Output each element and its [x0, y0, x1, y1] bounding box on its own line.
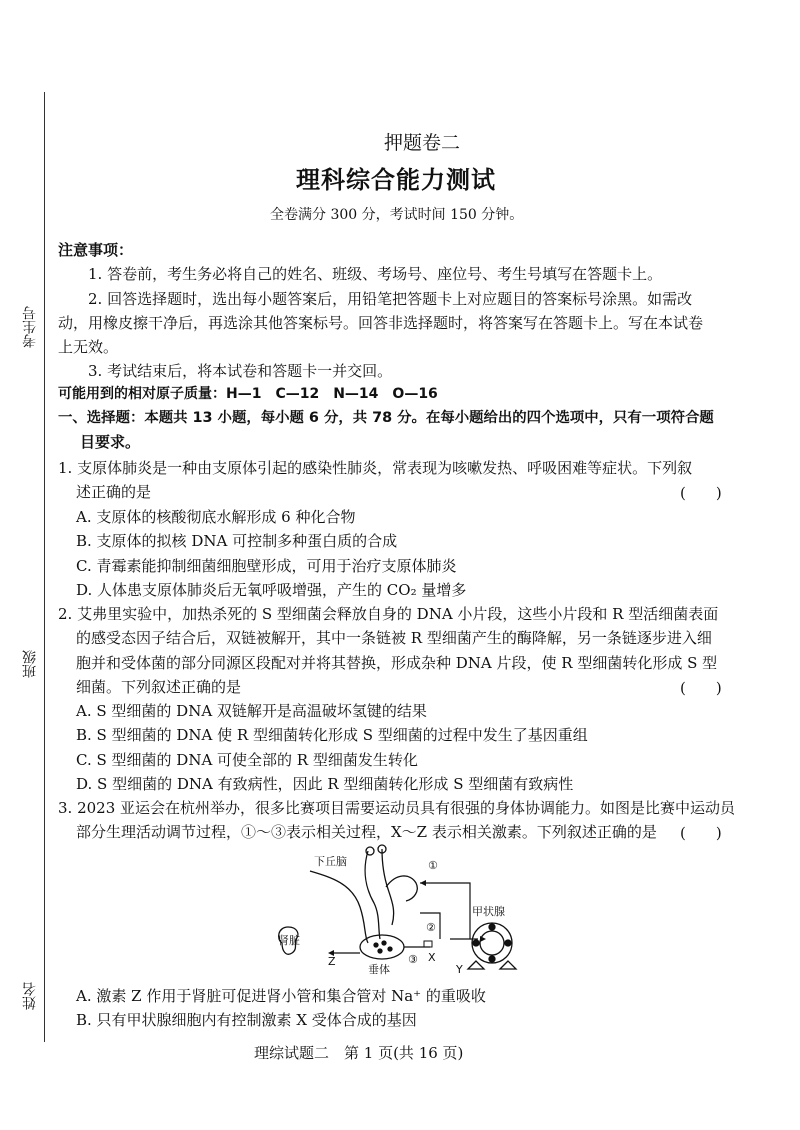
q3-option-b: B. 只有甲状腺细胞内有控制激素 X 受体合成的基因: [76, 1011, 417, 1029]
q3-stem-line-1: 3. 2023 亚运会在杭州举办，很多比赛项目需要运动员具有很强的身体协调能力。如图是比赛中运动员: [58, 799, 736, 817]
pituitary-gland: [360, 935, 404, 959]
page-title: 理科综合能力测试: [296, 166, 496, 194]
q1-option-a: A. 支原体的核酸彻底水解形成 6 种化合物: [76, 508, 356, 526]
process-3-label: ③: [408, 953, 418, 966]
paper-label: 押题卷二: [384, 132, 461, 154]
page-footer: 理综试题二 第 1 页(共 16 页): [254, 1044, 464, 1062]
class-label: 班级: [22, 650, 38, 678]
q3-answer-paren: ( ): [680, 824, 722, 842]
q2-answer-paren: ( ): [680, 679, 722, 697]
notice-item-3: 3. 考试结束后，将本试卷和答题卡一并交回。: [88, 362, 393, 380]
exam-number-label: 考生号: [22, 306, 38, 348]
binding-line: [44, 92, 45, 1042]
q3-option-a: A. 激素 Z 作用于肾脏可促进肾小管和集合管对 Na⁺ 的重吸收: [76, 987, 486, 1005]
section-1-heading: 一、选择题：本题共 13 小题，每小题 6 分，共 78 分。在每小题给出的四个选项中，只有一项符合题: [58, 410, 714, 426]
q1-option-b: B. 支原体的拟核 DNA 可控制多种蛋白质的合成: [76, 532, 398, 550]
q1-option-d: D. 人体患支原体肺炎后无氧呼吸增强，产生的 CO₂ 量增多: [76, 581, 467, 599]
q2-option-c: C. S 型细菌的 DNA 可使全部的 R 型细菌发生转化: [76, 751, 418, 769]
notice-item-2-line-3: 上无效。: [58, 338, 119, 356]
process-1-label: ①: [428, 859, 438, 872]
hormone-regulation-diagram: [270, 843, 530, 975]
q2-option-a: A. S 型细菌的 DNA 双链解开是高温破坏氢键的结果: [76, 702, 427, 720]
q1-stem-line-2: 述正确的是: [76, 483, 152, 501]
hormone-y-label: Y: [456, 963, 463, 975]
name-label: 姓名: [22, 982, 38, 1010]
q2-option-b: B. S 型细菌的 DNA 使 R 型细菌转化形成 S 型细菌的过程中发生了基因重组: [76, 726, 588, 744]
q2-stem-line-2: 的感受态因子结合后，双链被解开，其中一条链被 R 型细菌产生的酶降解，另一条链逐步进入细: [76, 629, 712, 647]
notice-item-1: 1. 答卷前，考生务必将自己的姓名、班级、考场号、座位号、考生号填写在答题卡上。: [88, 265, 663, 283]
pituitary-label: 垂体: [368, 963, 390, 975]
q1-option-c: C. 青霉素能抑制细菌细胞壁形成，可用于治疗支原体肺炎: [76, 557, 457, 575]
notice-item-2-line-1: 2. 回答选择题时，选出每小题答案后，用铅笔把答题卡上对应题目的答案标号涂黑。如需改: [88, 290, 693, 308]
q2-option-d: D. S 型细菌的 DNA 有致病性，因此 R 型细菌转化形成 S 型细菌有致病性: [76, 775, 574, 793]
score-line: 全卷满分 300 分，考试时间 150 分钟。: [270, 207, 524, 223]
kidney-label: 肾脏: [278, 934, 300, 947]
q2-stem-line-4: 细菌。下列叙述正确的是: [76, 678, 242, 696]
thyroid-label: 甲状腺: [472, 905, 505, 918]
hypothalamus-label: 下丘脑: [314, 855, 347, 868]
notice-heading: 注意事项：: [58, 241, 134, 259]
q2-stem-line-1: 2. 艾弗里实验中，加热杀死的 S 型细菌会释放自身的 DNA 小片段，这些小片段和 R 型活细菌表面: [58, 605, 719, 623]
section-1-heading-cont: 目要求。: [80, 433, 141, 451]
thyroid-gland: [468, 923, 516, 969]
q1-stem-line-1: 1. 支原体肺炎是一种由支原体引起的感染性肺炎，常表现为咳嗽发热、呼吸困难等症状。下列叙: [58, 459, 693, 477]
notice-item-2-line-2: 动，用橡皮擦干净后，再选涂其他答案标号。回答非选择题时，将答案写在答题卡上。写在本试卷: [58, 314, 704, 332]
process-2-label: ②: [426, 921, 436, 934]
q3-stem-line-2: 部分生理活动调节过程，①～③表示相关过程，X～Z 表示相关激素。下列叙述正确的是: [76, 823, 657, 841]
q1-answer-paren: ( ): [680, 484, 722, 502]
receptor-box: [424, 941, 432, 947]
q2-stem-line-3: 胞并和受体菌的部分同源区段配对并将其替换，形成杂种 DNA 片段，使 R 型细菌转化形成 S 型: [76, 654, 718, 672]
hormone-x-label: X: [428, 951, 436, 964]
atomic-masses: 可能用到的相对原子质量：H—1 C—12 N—14 O—16: [58, 386, 438, 402]
hormone-z-label: Z: [328, 955, 336, 968]
